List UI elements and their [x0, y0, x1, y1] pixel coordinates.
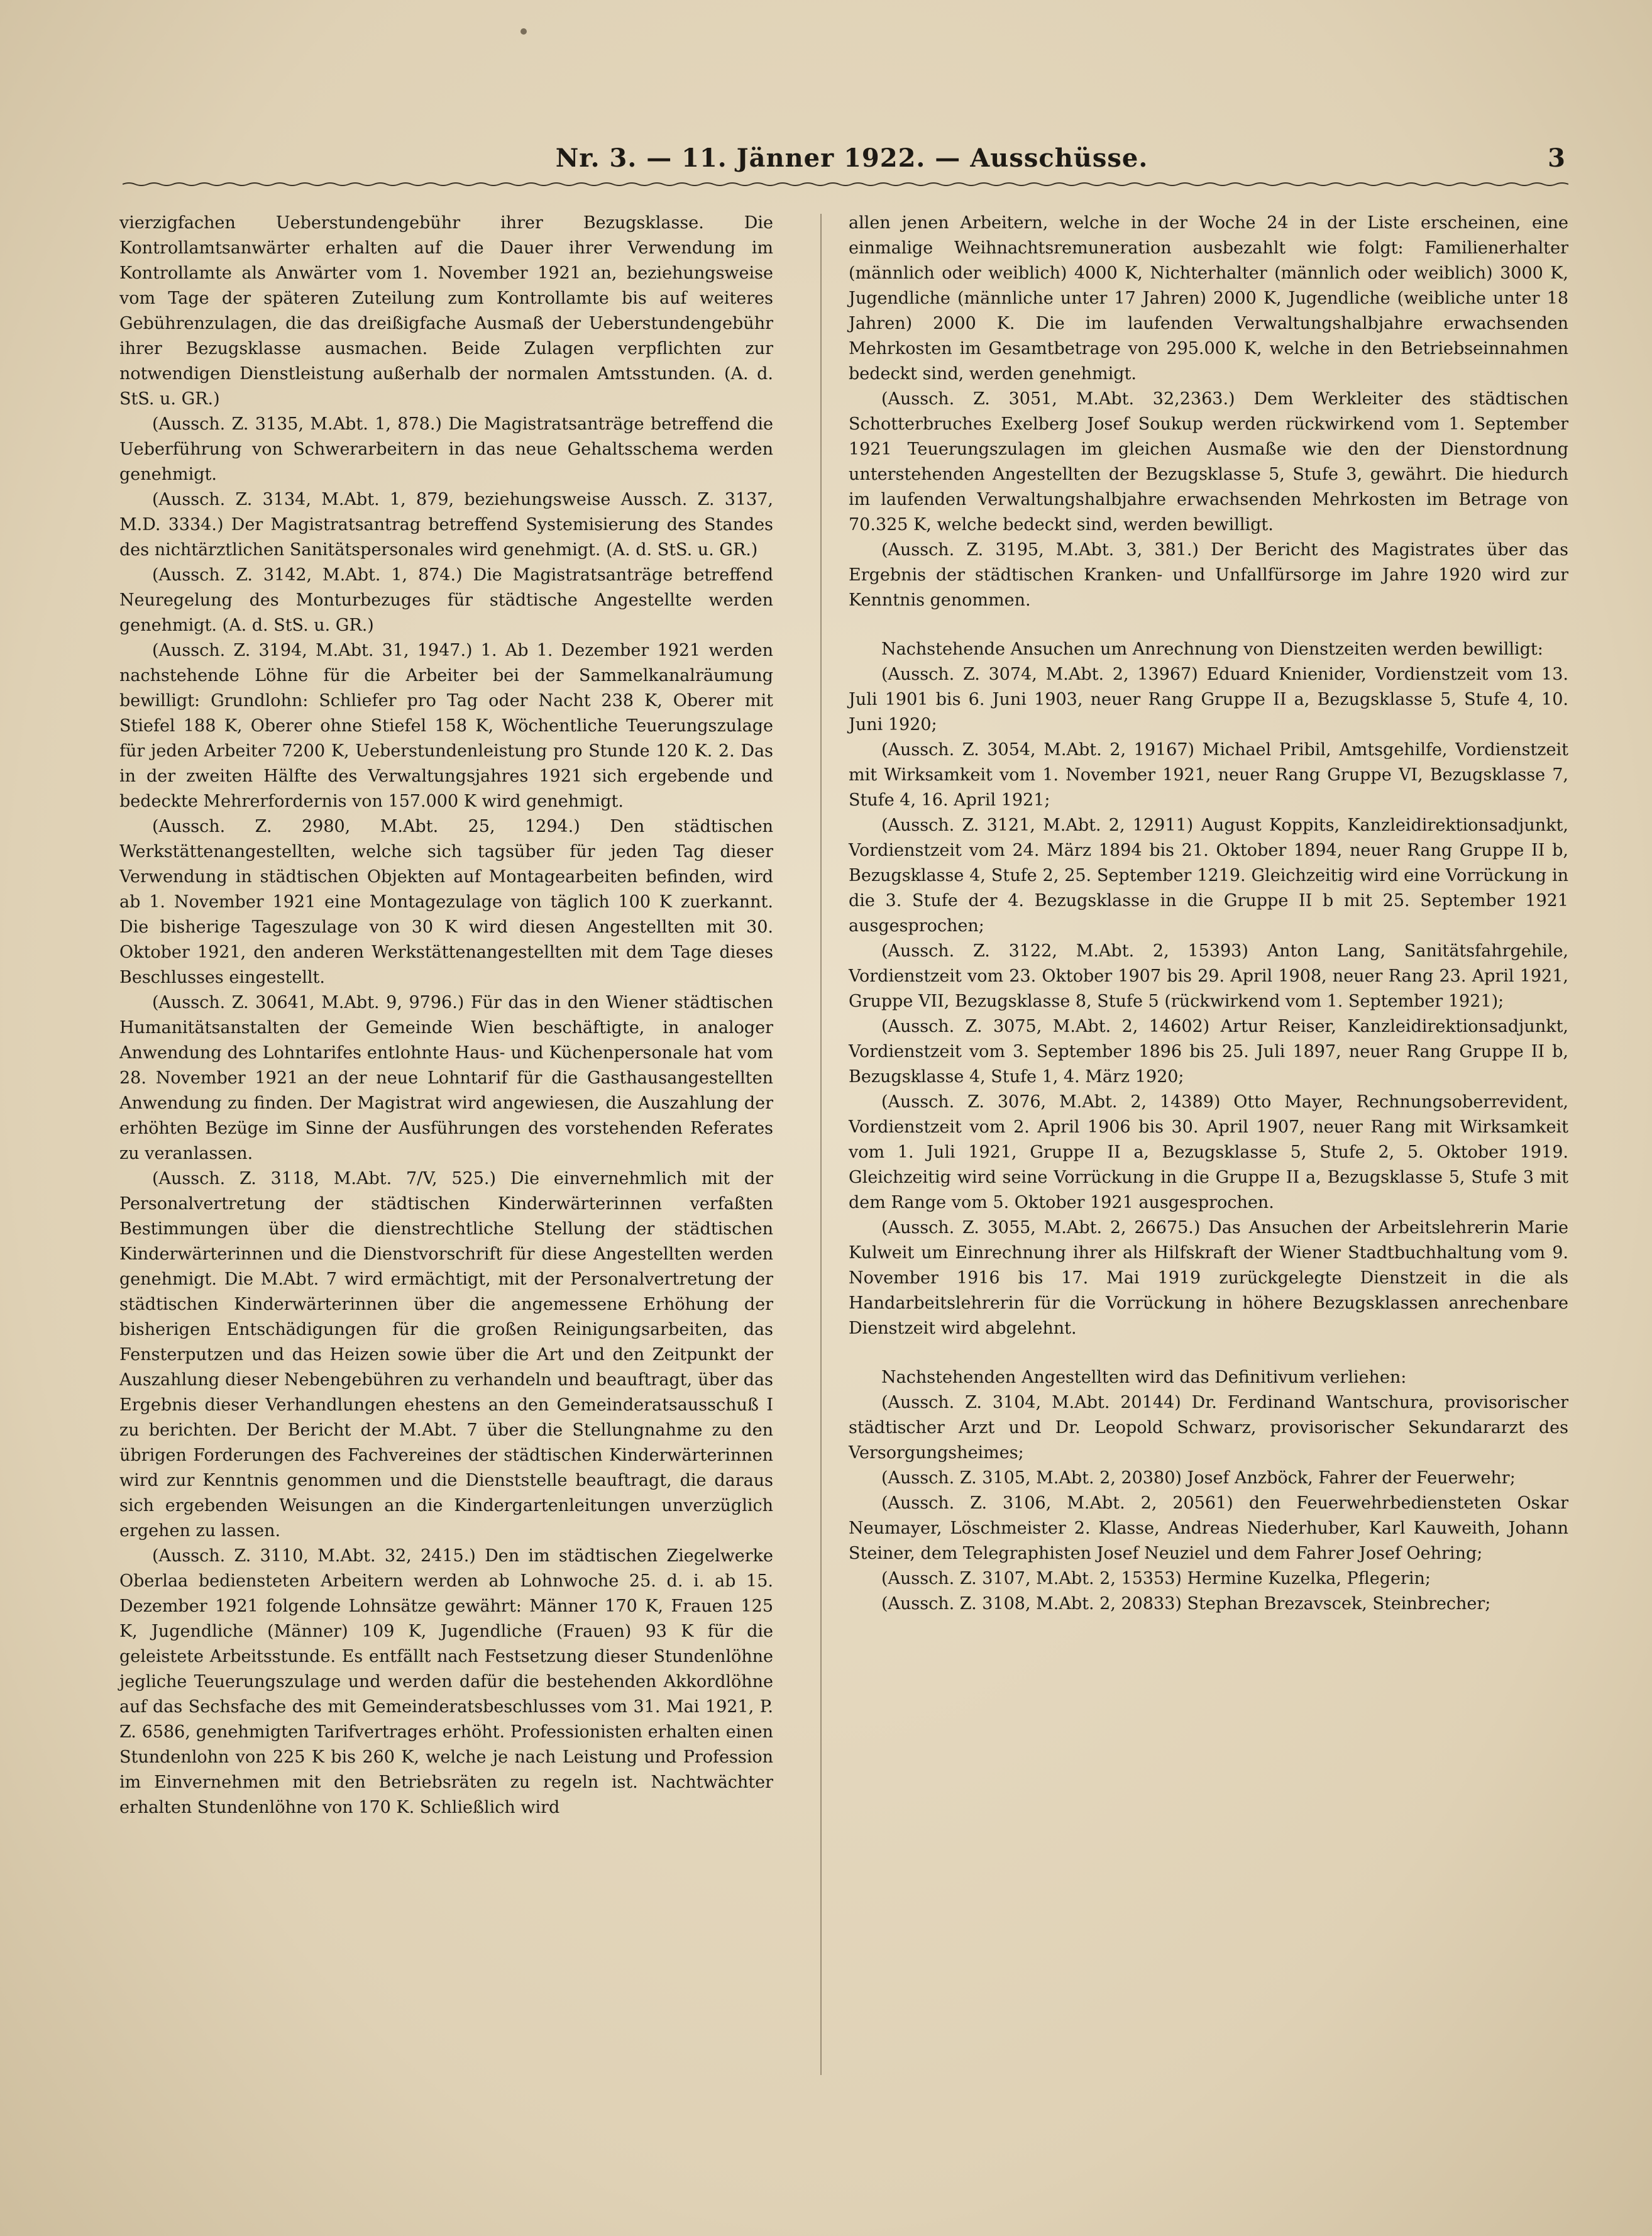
- header-rule: [123, 181, 1568, 187]
- paragraph: (Aussch. Z. 3055, M.Abt. 2, 26675.) Das Ansuchen der Arbeitslehrerin Marie Kulweit um Einrechnung ihrer als Hilfskraft der Wiener Stadtbuchhaltung vom 9. November 1916 bis 17. Mai 1919 zurückgelegte Dienstzeit in die als Handarbeitslehrerin für die Vorrückung in höhere Bezugsklassen anrechenbare Dienstzeit wird abgelehnt.: [849, 1218, 1568, 1338]
- paragraph: (Aussch. Z. 3108, M.Abt. 2, 20833) Stephan Brezavscek, Steinbrecher;: [881, 1594, 1491, 1613]
- paragraph: (Aussch. Z. 3107, M.Abt. 2, 15353) Hermine Kuzelka, Pflegerin;: [881, 1569, 1431, 1588]
- right-column: [849, 211, 1568, 1617]
- paragraph: (Aussch. Z. 3054, M.Abt. 2, 19167) Michael Pribil, Amtsgehilfe, Vordienstzeit mit Wirksamkeit vom 1. November 1921, neuer Rang Gruppe VI, Bezugsklasse 7, Stufe 4, 16. April 1921;: [849, 740, 1568, 810]
- paragraph: (Aussch. Z. 3110, M.Abt. 32, 2415.) Den im städtischen Ziegelwerke Oberlaa bediensteten Arbeitern werden ab Lohnwoche 25. d. i. ab 15. Dezember 1921 folgende Lohnsätze gewährt: Männer 170 K, Frauen 125 K, Jugendliche (Männer) 109 K, Jugendliche (Frauen) 93 K für die geleistete Arbeitsstunde. Es entfällt nach Festsetzung dieser Stundenlöhne jegliche Teuerungszulage und werden dafür die bestehenden Akkordlöhne auf das Sechsfache des mit Gemeinderatsbeschlusses vom 31. Mai 1921, P. Z. 6586, genehmigten Tarifvertrages erhöht. Professionisten erhalten einen Stundenlohn von 225 K bis 260 K, welche je nach Leistung und Profession im Einvernehmen mit den Betriebsräten zu regeln ist. Nachtwächter erhalten Stundenlöhne von 170 K. Schließlich wird: [119, 1546, 773, 1817]
- paragraph: (Aussch. Z. 3121, M.Abt. 2, 12911) August Koppits, Kanzleidirektionsadjunkt, Vordienstzeit vom 24. März 1894 bis 21. Oktober 1894, neuer Rang Gruppe II b, Bezugsklasse 4, Stufe 2, 25. September 1219. Gleichzeitig wird eine Vorrückung in die 3. Stufe der 4. Bezugsklasse in die Gruppe II b mit 25. September 1921 ausgesprochen;: [849, 816, 1568, 936]
- paragraph: (Aussch. Z. 3075, M.Abt. 2, 14602) Artur Reiser, Kanzleidirektionsadjunkt, Vordienstzeit vom 3. September 1896 bis 25. Juli 1897, neuer Rang Gruppe II b, Bezugsklasse 4, Stufe 1, 4. März 1920;: [849, 1017, 1568, 1087]
- paragraph: (Aussch. Z. 3135, M.Abt. 1, 878.) Die Magistratsanträge betreffend die Ueberführung von Schwerarbeitern in das neue Gehaltsschema werden genehmigt.: [119, 414, 773, 484]
- paragraph: (Aussch. Z. 3118, M.Abt. 7/V, 525.) Die einvernehmlich mit der Personalvertretung der städtischen Kinderwärterinnen verfaßten Bestimmungen über die dienstrechtliche Stellung der städtischen Kinderwärterinnen und die Dienstvorschrift für diese Angestellten werden genehmigt. Die M.Abt. 7 wird ermächtigt, mit der Personalvertretung der städtischen Kinderwärterinnen über die angemessene Erhöhung der bisherigen Entschädigungen für die großen Reinigungsarbeiten, das Fensterputzen und das Heizen sowie über die Art und den Zeitpunkt der Auszahlung dieser Nebengebühren zu verhandeln und beauftragt, über das Ergebnis dieser Verhandlungen ehestens an den Gemeinderatsausschuß I zu berichten. Der Bericht der M.Abt. 7 über die Stellungnahme zu den übrigen Forderungen des Fachvereines der städtischen Kinderwärterinnen wird zur Kenntnis genommen und die Dienststelle beauftragt, die daraus sich ergebenden Weisungen an die Kindergartenleitungen unverzüglich ergehen zu lassen.: [119, 1169, 773, 1541]
- page-title: Nr. 3. — 11. Jänner 1922. — Ausschüsse.: [555, 143, 1148, 173]
- paragraph: (Aussch. Z. 3104, M.Abt. 20144) Dr. Ferdinand Wantschura, provisorischer städtischer Arzt und Dr. Leopold Schwarz, provisorischer Sekundararzt des Versorgungsheimes;: [849, 1393, 1568, 1463]
- paragraph: (Aussch. Z. 3122, M.Abt. 2, 15393) Anton Lang, Sanitätsfahrgehile, Vordienstzeit vom 23. Oktober 1907 bis 29. April 1908, neuer Rang 23. April 1921, Gruppe VII, Bezugsklasse 8, Stufe 5 (rückwirkend vom 1. September 1921);: [849, 941, 1568, 1011]
- section-intro-definitivum: Nachstehenden Angestellten wird das Definitivum verliehen:: [881, 1368, 1407, 1387]
- paragraph: (Aussch. Z. 3142, M.Abt. 1, 874.) Die Magistratsanträge betreffend Neuregelung des Monturbezuges für städtische Angestellte werden genehmigt. (A. d. StS. u. GR.): [119, 565, 773, 635]
- paragraph: (Aussch. Z. 3074, M.Abt. 2, 13967) Eduard Knienider, Vordienstzeit vom 13. Juli 1901 bis 6. Juni 1903, neuer Rang Gruppe II a, Bezugsklasse 5, Stufe 4, 10. Juni 1920;: [849, 665, 1568, 734]
- paragraph: vierzigfachen Ueberstundengebühr ihrer Bezugsklasse. Die Kontrollamtsanwärter erhalten auf die Dauer ihrer Verwendung im Kontrollamte als Anwärter vom 1. November 1921 an, beziehungsweise vom Tage der späteren Zuteilung zum Kontrollamte bis auf weiteres Gebührenzulagen, die das dreißigfache Ausmaß der Ueberstundengebühr ihrer Bezugsklasse ausmachen. Beide Zulagen verpflichten zur notwendigen Dienstleistung außerhalb der normalen Amtsstunden. (A. d. StS. u. GR.): [119, 213, 773, 409]
- ink-dot: [520, 28, 527, 35]
- paragraph: (Aussch. Z. 3105, M.Abt. 2, 20380) Josef Anzböck, Fahrer der Feuerwehr;: [881, 1468, 1516, 1488]
- page-number: 3: [1548, 143, 1565, 173]
- column-divider: [820, 214, 822, 2075]
- paragraph: (Aussch. Z. 3106, M.Abt. 2, 20561) den Feuerwehrbediensteten Oskar Neumayer, Löschmeister 2. Klasse, Andreas Niederhuber, Karl Kauweith, Johann Steiner, dem Telegraphisten Josef Neuziel und dem Fahrer Josef Oehring;: [849, 1493, 1568, 1563]
- paragraph: allen jenen Arbeitern, welche in der Woche 24 in der Liste erscheinen, eine einmalige Weihnachtsremuneration ausbezahlt wie folgt: Familienerhalter (männlich oder weiblich) 4000 K, Nichterhalter (männlich oder weiblich) 3000 K, Jugendliche (männliche unter 17 Jahren) 2000 K, Jugendliche (weibliche unter 18 Jahren) 2000 K. Die im laufenden Verwaltungshalbjahre erwachsenden Mehrkosten im Gesamtbetrage von 295.000 K, welche in den Betriebseinnahmen bedeckt sind, werden genehmigt.: [849, 213, 1568, 384]
- paragraph: (Aussch. Z. 30641, M.Abt. 9, 9796.) Für das in den Wiener städtischen Humanitätsanstalten der Gemeinde Wien beschäftigte, in analoger Anwendung des Lohntarifes entlohnte Haus- und Küchenpersonale hat vom 28. November 1921 an der neue Lohntarif für die Gasthausangestellten Anwendung zu finden. Der Magistrat wird angewiesen, die Auszahlung der erhöhten Bezüge im Sinne der Ausführungen des vorstehenden Referates zu veranlassen.: [119, 993, 773, 1163]
- paragraph: (Aussch. Z. 3051, M.Abt. 32,2363.) Dem Werkleiter des städtischen Schotterbruches Exelberg Josef Soukup werden rückwirkend vom 1. September 1921 Teuerungszulagen im gleichen Ausmaße wie den der Dienstordnung unterstehenden Angestellten der Bezugsklasse 5, Stufe 3, gewährt. Die hiedurch im laufenden Verwaltungshalbjahre erwachsenden Mehrkosten im Betrage von 70.325 K, welche bedeckt sind, werden bewilligt.: [849, 389, 1568, 534]
- paragraph: (Aussch. Z. 3194, M.Abt. 31, 1947.) 1. Ab 1. Dezember 1921 werden nachstehende Löhne für die Arbeiter bei der Sammelkanalräumung bewilligt: Grundlohn: Schliefer pro Tag oder Nacht 238 K, Oberer mit Stiefel 188 K, Oberer ohne Stiefel 158 K, Wöchentliche Teuerungszulage für jeden Arbeiter 7200 K, Ueberstundenleistung pro Stunde 120 K. 2. Das in der zweiten Hälfte des Verwaltungsjahres 1921 sich ergebende und bedeckte Mehrerfordernis von 157.000 K wird genehmigt.: [119, 641, 773, 811]
- paragraph: (Aussch. Z. 2980, M.Abt. 25, 1294.) Den städtischen Werkstättenangestellten, welche sich tagsüber für jeden Tag dieser Verwendung in städtischen Objekten auf Montagearbeiten befinden, wird ab 1. November 1921 eine Montagezulage von täglich 100 K zuerkannt. Die bisherige Tageszulage von 30 K wird diesen Angestellten mit 30. Oktober 1921, den anderen Werkstättenangestellten mit dem Tage dieses Beschlusses eingestellt.: [119, 817, 773, 987]
- paragraph: (Aussch. Z. 3134, M.Abt. 1, 879, beziehungsweise Aussch. Z. 3137, M.D. 3334.) Der Magistratsantrag betreffend Systemisierung des Standes des nichtärztlichen Sanitätspersonales wird genehmigt. (A. d. StS. u. GR.): [119, 490, 773, 560]
- page-header: [138, 143, 1565, 181]
- paragraph: (Aussch. Z. 3076, M.Abt. 2, 14389) Otto Mayer, Rechnungsoberrevident, Vordienstzeit vom 2. April 1906 bis 30. April 1907, neuer Rang mit Wirksamkeit vom 1. Juli 1921, Gruppe II a, Bezugsklasse 5, Stufe 2, 5. Oktober 1919. Gleichzeitig wird seine Vorrückung in die Gruppe II a, Bezugsklasse 5, Stufe 3 mit dem Range vom 5. Oktober 1921 ausgesprochen.: [849, 1092, 1568, 1212]
- section-intro-anrechnung: Nachstehende Ansuchen um Anrechnung von Dienstzeiten werden bewilligt:: [881, 639, 1543, 659]
- paragraph: (Aussch. Z. 3195, M.Abt. 3, 381.) Der Bericht des Magistrates über das Ergebnis der städtischen Kranken- und Unfallfürsorge im Jahre 1920 wird zur Kenntnis genommen.: [849, 540, 1568, 610]
- left-column: [119, 211, 773, 1820]
